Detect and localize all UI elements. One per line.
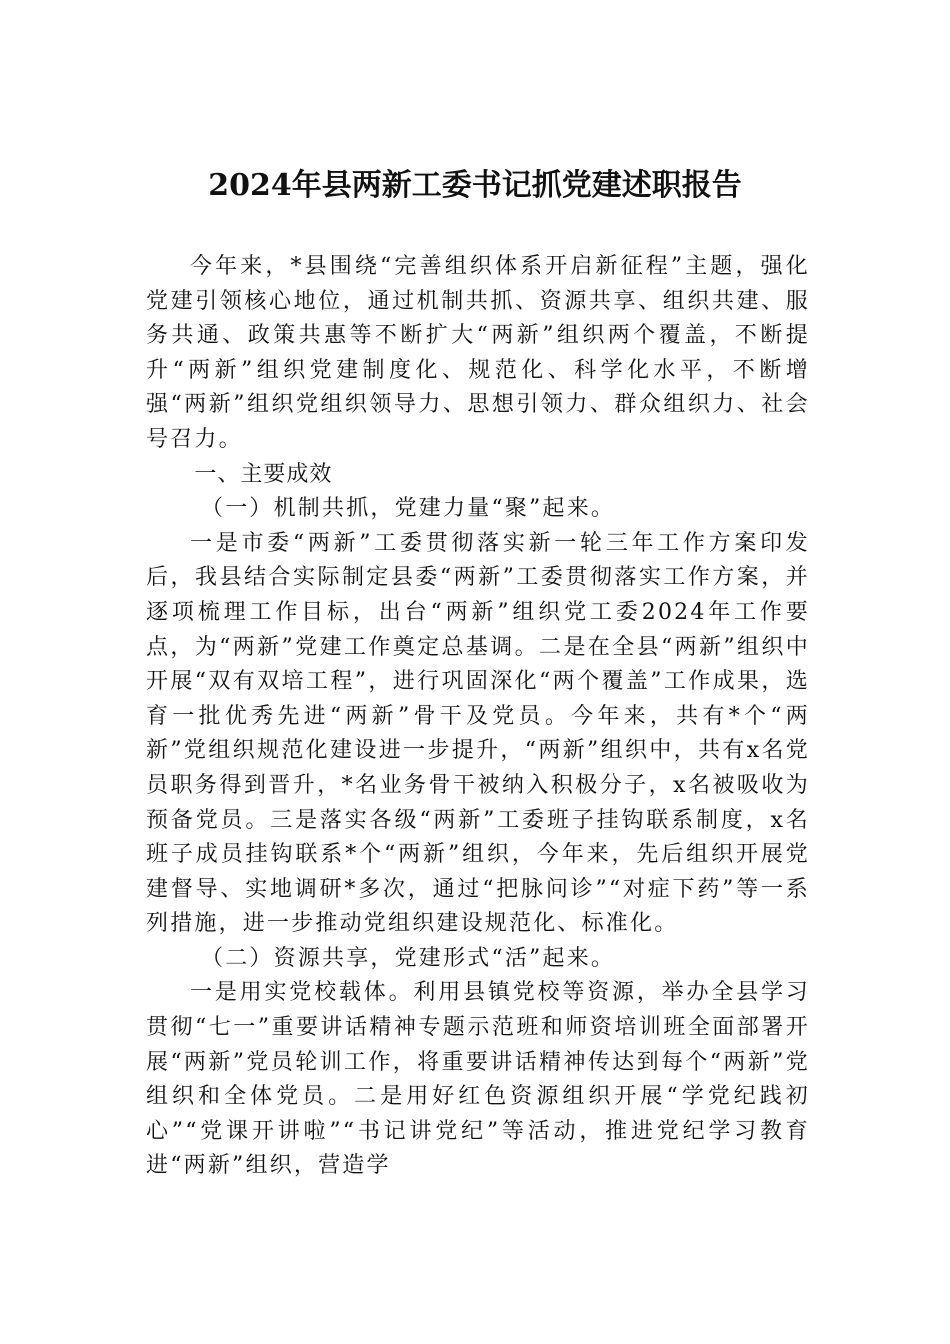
subsection-heading-resources: （二）资源共享，党建形式“活”起来。 (201, 945, 616, 971)
document-body (146, 250, 810, 1184)
subsection-heading-mechanism: （一）机制共抓，党建力量“聚”起来。 (201, 496, 616, 522)
subsection-paragraph-mechanism: 一是市委“两新”工委贯彻落实新一轮三年工作方案印发后，我县结合实际制定县委“两新”工委贯彻落实工作方案，并逐项梳理工作目标，出台“两新”组织党工委2024年工作要点，为“两新”党建工作奠定总基调。二是在全县“两新”组织中开展“双有双培工程”，进行巩固深化“两个覆盖”工作成果，选育一批优秀先进“两新”骨干及党员。今年来，共有*个“两新”党组织规范化建设进一步提升，“两新”组织中，共有x名党员职务得到晋升，*名业务骨干被纳入积极分子，x名被吸收为预备党员。三是落实各级“两新”工委班子挂钩联系制度，x名班子成员挂钩联系*个“两新”组织，今年来，先后组织开展党建督导、实地调研*多次，通过“把脉问诊”“对症下药”等一系列措施，进一步推动党组织建设规范化、标准化。 (146, 530, 810, 937)
section-heading-main-results: 一、主要成效 (194, 461, 333, 487)
document-title: 2024年县两新工委书记抓党建述职报告 (208, 168, 742, 203)
subsection-paragraph-resources: 一是用实党校载体。利用县镇党校等资源，举办全县学习贯彻“七一”重要讲话精神专题示范班和师资培训班全面部署开展“两新”党员轮训工作，将重要讲话精神传达到每个“两新”党组织和全体党员。二是用好红色资源组织开展“学党纪践初心”“党课开讲啦”“书记讲党纪”等活动，推进党纪学习教育进“两新”组织，营造学 (146, 980, 810, 1179)
intro-paragraph: 今年来，*县围绕“完善组织体系开启新征程”主题，强化党建引领核心地位，通过机制共抓、资源共享、组织共建、服务共通、政策共惠等不断扩大“两新”组织两个覆盖，不断提升“两新”组织党建制度化、规范化、科学化水平，不断增强“两新”组织党组织领导力、思想引领力、群众组织力、社会号召力。 (146, 254, 810, 452)
